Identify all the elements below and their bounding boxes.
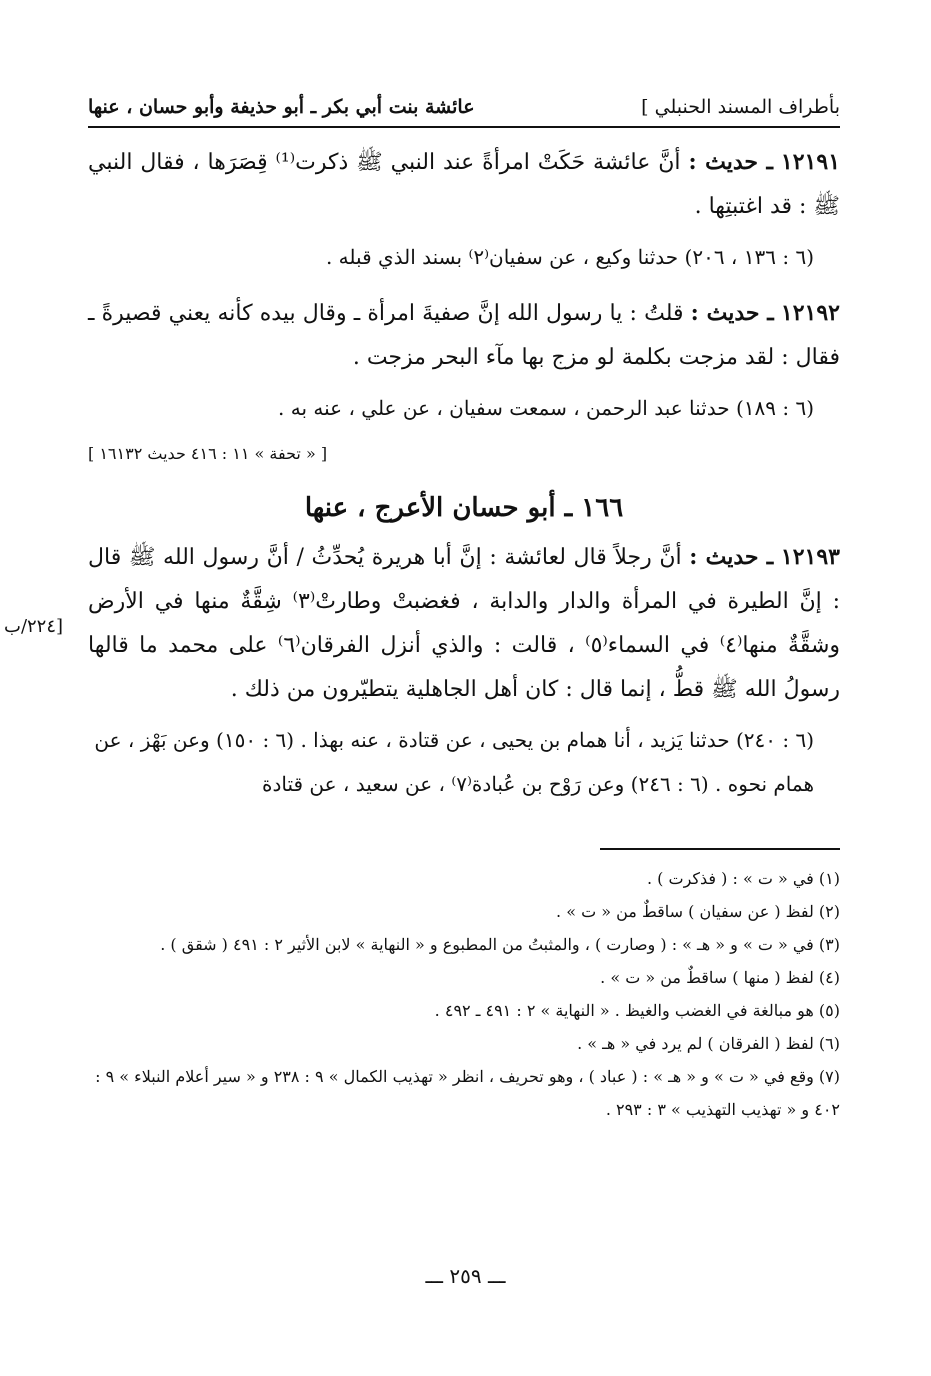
- hadith-entry: [88, 140, 840, 229]
- running-header: [88, 96, 840, 128]
- hadith-entry: [88, 535, 840, 712]
- tuhfa-reference: [ « تحفة » ١١ : ٤١٦ حديث ١٦١٣٢ ]: [88, 444, 328, 463]
- hadith-number: ١٢١٩٣: [780, 544, 840, 570]
- footnote: (٤) لفظ ( منها ) ساقطٌ من « ت » .: [600, 968, 840, 987]
- footnote: (٥) هو مبالغة في الغضب والغيظ . « النهاية » ٢ : ٤٩١ ـ ٤٩٢ .: [434, 1001, 840, 1020]
- hadith-number: ١٢١٩١: [780, 149, 841, 175]
- footnote: (٣) في « ت » و « هـ » : ( وصارت ) ، والمثبتُ من المطبوع و « النهاية » لابن الأثير ٢ : ٤٩١ ( شقق ) .: [160, 935, 840, 954]
- footnotes: [88, 862, 840, 1126]
- hadith-number: ١٢١٩٢: [780, 300, 840, 326]
- header-chapter-title: عائشة بنت أبي بكر ـ أبو حذيفة وأبو حسان ، عنها: [88, 96, 475, 118]
- hadith-entry: [88, 291, 840, 380]
- hadith-text: أنَّ عائشة حَكَتْ امرأةً عند النبي ﷺ ذكرت⁽¹⁾ قِصَرَها ، فقال النبي ﷺ : قد اغتبتِها .: [88, 150, 840, 219]
- hadith-isnad: (٦ : ٢٤٠) حدثنا يَزيد ، أنا همام بن يحيى ، عن قتادة ، عنه بهذا . (٦ : ١٥٠) وعن بَهْز ، عن همام نحوه . (٦ : ٢٤٦) وعن رَوْح بن عُبادة⁽٧⁾ ، عن سعيد ، عن قتادة: [94, 728, 814, 796]
- header-book-title: بأطراف المسند الحنبلي ]: [641, 96, 840, 118]
- footnote-separator: [600, 848, 840, 850]
- hadith-isnad: (٦ : ١٨٩) حدثنا عبد الرحمن ، سمعت سفيان ، عن علي ، عنه به .: [278, 396, 814, 420]
- document-page: [88, 96, 840, 1126]
- hadith-text: قلتُ : يا رسول الله إنَّ صفيةَ امرأة ـ وقال بيده كأنه يعني قصيرةً ـ فقال : لقد مزجت بكلمة لو مزج بها مآء البحر مزجت .: [88, 301, 840, 370]
- footnote: (٧) وقع في « ت » و « هـ » : ( عباد ) ، وهو تحريف ، انظر « تهذيب الكمال » ٩ : ٢٣٨ و « سير أعلام النبلاء » ٩ : ٤٠٢ و « تهذيب التهذيب » ٣ : ٢٩٣ .: [95, 1067, 840, 1119]
- hadith-text: أنَّ رجلاً قال لعائشة : إنَّ أبا هريرة يُحدِّثُ / أنَّ رسول الله ﷺ قال : إنَّ الطيرة في المرأة والدار والدابة ، فغضبتْ وطارتْ⁽٣⁾ شِقَّةٌ منها في الأرض وشقَّةٌ منها⁽٤⁾ في السماء⁽٥⁾ ، قالت : والذي أنزل الفرقان⁽٦⁾ على محمد ما قالها رسولُ الله ﷺ قطُّ ، إنما قال : كان أهل الجاهلية يتطيّرون من ذلك .: [88, 545, 841, 702]
- hadith-keyword: ـ حديث :: [688, 149, 774, 175]
- hadith-keyword: ـ حديث :: [689, 544, 774, 570]
- margin-folio-note: [٢٢٤/ب: [4, 616, 64, 637]
- footnote: (١) في « ت » : ( فذكرت ) .: [647, 869, 840, 888]
- page-number: ـــ ٢٥٩ ـــ: [425, 1264, 506, 1288]
- footnote: (٦) لفظ ( الفرقان ) لم يرد في « هـ » .: [577, 1034, 840, 1053]
- hadith-isnad: (٦ : ١٣٦ ، ٢٠٦) حدثنا وكيع ، عن سفيان⁽٢⁾ بسند الذي قبله .: [325, 245, 814, 269]
- section-title: ١٦٦ ـ أبو حسان الأعرج ، عنها: [304, 493, 624, 523]
- hadith-keyword: ـ حديث :: [690, 300, 774, 326]
- footnote: (٢) لفظ ( عن سفيان ) ساقطٌ من « ت » .: [556, 902, 840, 921]
